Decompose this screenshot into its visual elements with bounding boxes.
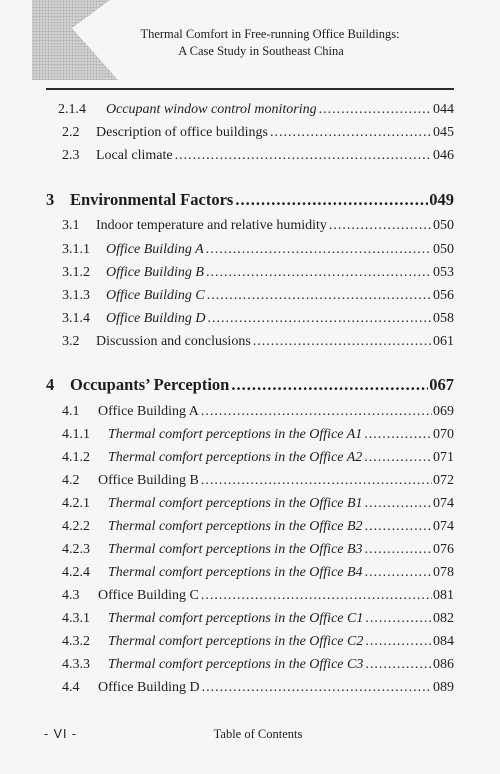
toc-entry-title: Thermal comfort perceptions in the Office B3 xyxy=(108,542,363,557)
toc-entry-title: Discussion and conclusions xyxy=(96,334,251,349)
toc-entry-number: 4.1.2 xyxy=(62,450,90,465)
toc-entry-title: Occupant window control monitoring xyxy=(106,102,317,117)
toc-entry xyxy=(62,425,454,445)
toc-entry-number: 4.2.3 xyxy=(62,542,90,557)
dot-leader xyxy=(231,375,428,395)
toc-entry-number: 4 xyxy=(46,375,55,394)
toc-entry-page: 071 xyxy=(433,450,454,465)
dot-leader xyxy=(319,100,432,120)
toc-entry-title: Thermal comfort perceptions in the Office B4 xyxy=(108,565,363,580)
dot-leader xyxy=(365,632,432,652)
toc-entry-page: 049 xyxy=(429,190,454,209)
dot-leader xyxy=(365,609,432,629)
toc-entry-title: Office Building D xyxy=(106,311,206,326)
toc-entry-title: Thermal comfort perceptions in the Office C2 xyxy=(108,634,364,649)
dot-leader xyxy=(365,655,432,675)
toc-entry-number: 2.3 xyxy=(62,148,80,163)
toc-entry xyxy=(58,100,454,120)
toc-entry-title: Occupants’ Perception xyxy=(70,375,230,394)
toc-entry-page: 084 xyxy=(433,634,454,649)
dot-leader xyxy=(329,216,432,236)
toc-entry-number: 4.2 xyxy=(62,473,80,488)
toc-entry-number: 4.3.2 xyxy=(62,634,90,649)
toc-entry-page: 053 xyxy=(433,265,454,280)
toc-entry-number: 3.1.1 xyxy=(62,242,90,257)
toc-entry-title: Office Building A xyxy=(106,242,204,257)
dot-leader xyxy=(201,586,432,606)
toc-entry-page: 045 xyxy=(433,125,454,140)
toc-entry-number: 4.1.1 xyxy=(62,427,90,442)
toc-entry-title: Description of office buildings xyxy=(96,125,268,140)
toc-entry xyxy=(62,517,454,537)
toc-entry-number: 3.1.3 xyxy=(62,288,90,303)
toc-entry-title: Indoor temperature and relative humidity xyxy=(96,218,327,233)
toc-entry-page: 070 xyxy=(433,427,454,442)
toc-entry xyxy=(62,240,454,260)
dot-leader xyxy=(270,123,432,143)
dot-leader xyxy=(365,517,432,537)
toc-entry-title: Thermal comfort perceptions in the Office B1 xyxy=(108,496,363,511)
toc-entry xyxy=(62,332,454,352)
toc-entry xyxy=(62,123,454,143)
dot-leader xyxy=(365,540,432,560)
toc-entry-number: 3.2 xyxy=(62,334,80,349)
toc-entry xyxy=(62,586,454,606)
dot-leader xyxy=(364,425,432,445)
toc-entry-page: 061 xyxy=(433,334,454,349)
toc-entry xyxy=(62,655,454,675)
toc-entry-number: 3.1.4 xyxy=(62,311,90,326)
dot-leader xyxy=(175,146,432,166)
toc-entry xyxy=(62,402,454,422)
toc-entry xyxy=(62,309,454,329)
toc-entry-page: 086 xyxy=(433,657,454,672)
toc-entry-title: Office Building C xyxy=(98,588,199,603)
toc-entry xyxy=(62,286,454,306)
toc-entry-number: 4.4 xyxy=(62,680,80,695)
toc-entry xyxy=(62,448,454,468)
toc-entry-number: 3.1 xyxy=(62,218,80,233)
toc-entry-title: Thermal comfort perceptions in the Office B2 xyxy=(108,519,363,534)
toc-entry-page: 058 xyxy=(433,311,454,326)
toc-entry-page: 076 xyxy=(433,542,454,557)
dot-leader xyxy=(202,678,432,698)
toc-entry-title: Office Building C xyxy=(106,288,205,303)
toc-entry-number: 4.2.2 xyxy=(62,519,90,534)
toc-entry-page: 074 xyxy=(433,496,454,511)
toc-entry xyxy=(62,563,454,583)
toc-entry-title: Thermal comfort perceptions in the Office A1 xyxy=(108,427,363,442)
toc-entry-number: 4.3.1 xyxy=(62,611,90,626)
toc-chapter-entry xyxy=(46,190,454,210)
toc-entry-number: 2.2 xyxy=(62,125,80,140)
toc-entry-page: 067 xyxy=(429,375,454,394)
footer-page-number: - VI - xyxy=(44,727,78,741)
dot-leader xyxy=(235,190,428,210)
toc-entry-title: Office Building B xyxy=(98,473,199,488)
toc-entry-number: 4.3.3 xyxy=(62,657,90,672)
toc-entry-number: 4.1 xyxy=(62,404,80,419)
footer-section-title: Table of Contents xyxy=(213,727,303,741)
toc-entry-page: 069 xyxy=(433,404,454,419)
header-title-line-2: A Case Study in Southeast China xyxy=(178,44,344,58)
dot-leader xyxy=(253,332,432,352)
toc-entry xyxy=(62,494,454,514)
toc-entry-page: 072 xyxy=(433,473,454,488)
toc-entry xyxy=(62,678,454,698)
toc-entry-title: Office Building A xyxy=(98,404,199,419)
toc-entry-number: 3.1.2 xyxy=(62,265,90,280)
toc-entry-page: 056 xyxy=(433,288,454,303)
toc-entry-title: Local climate xyxy=(96,148,173,163)
toc-entry xyxy=(62,146,454,166)
toc-entry-page: 046 xyxy=(433,148,454,163)
toc-entry-page: 044 xyxy=(433,102,454,117)
dot-leader xyxy=(206,263,432,283)
toc-entry xyxy=(62,216,454,236)
toc-entry-page: 078 xyxy=(433,565,454,580)
header-title-line-1: Thermal Comfort in Free-running Office Buildings: xyxy=(140,27,400,41)
toc-entry-title: Office Building D xyxy=(98,680,200,695)
toc-entry-page: 089 xyxy=(433,680,454,695)
dot-leader xyxy=(208,309,432,329)
dot-leader xyxy=(206,240,432,260)
dot-leader xyxy=(365,494,432,514)
dot-leader xyxy=(364,448,432,468)
dot-leader xyxy=(365,563,432,583)
toc-entry-page: 050 xyxy=(433,218,454,233)
toc-entry-page: 082 xyxy=(433,611,454,626)
toc-entry-number: 4.2.1 xyxy=(62,496,90,511)
dot-leader xyxy=(201,471,432,491)
toc-entry-title: Thermal comfort perceptions in the Office A2 xyxy=(108,450,363,465)
dot-leader xyxy=(207,286,432,306)
toc-entry-number: 2.1.4 xyxy=(58,102,86,117)
dot-leader xyxy=(201,402,432,422)
toc-entry-title: Thermal comfort perceptions in the Office C1 xyxy=(108,611,364,626)
toc-entry-page: 050 xyxy=(433,242,454,257)
toc-entry xyxy=(62,609,454,629)
toc-entry-page: 074 xyxy=(433,519,454,534)
toc-entry-page: 081 xyxy=(433,588,454,603)
toc-entry xyxy=(62,632,454,652)
toc-entry-title: Office Building B xyxy=(106,265,204,280)
toc-entry-number: 4.2.4 xyxy=(62,565,90,580)
toc-entry xyxy=(62,263,454,283)
toc-entry-number: 4.3 xyxy=(62,588,80,603)
toc-entry-number: 3 xyxy=(46,190,55,209)
toc-entry-title: Environmental Factors xyxy=(70,190,234,209)
toc-entry xyxy=(62,471,454,491)
toc-entry xyxy=(62,540,454,560)
toc-chapter-entry xyxy=(46,375,454,395)
toc-entry-title: Thermal comfort perceptions in the Office C3 xyxy=(108,657,364,672)
